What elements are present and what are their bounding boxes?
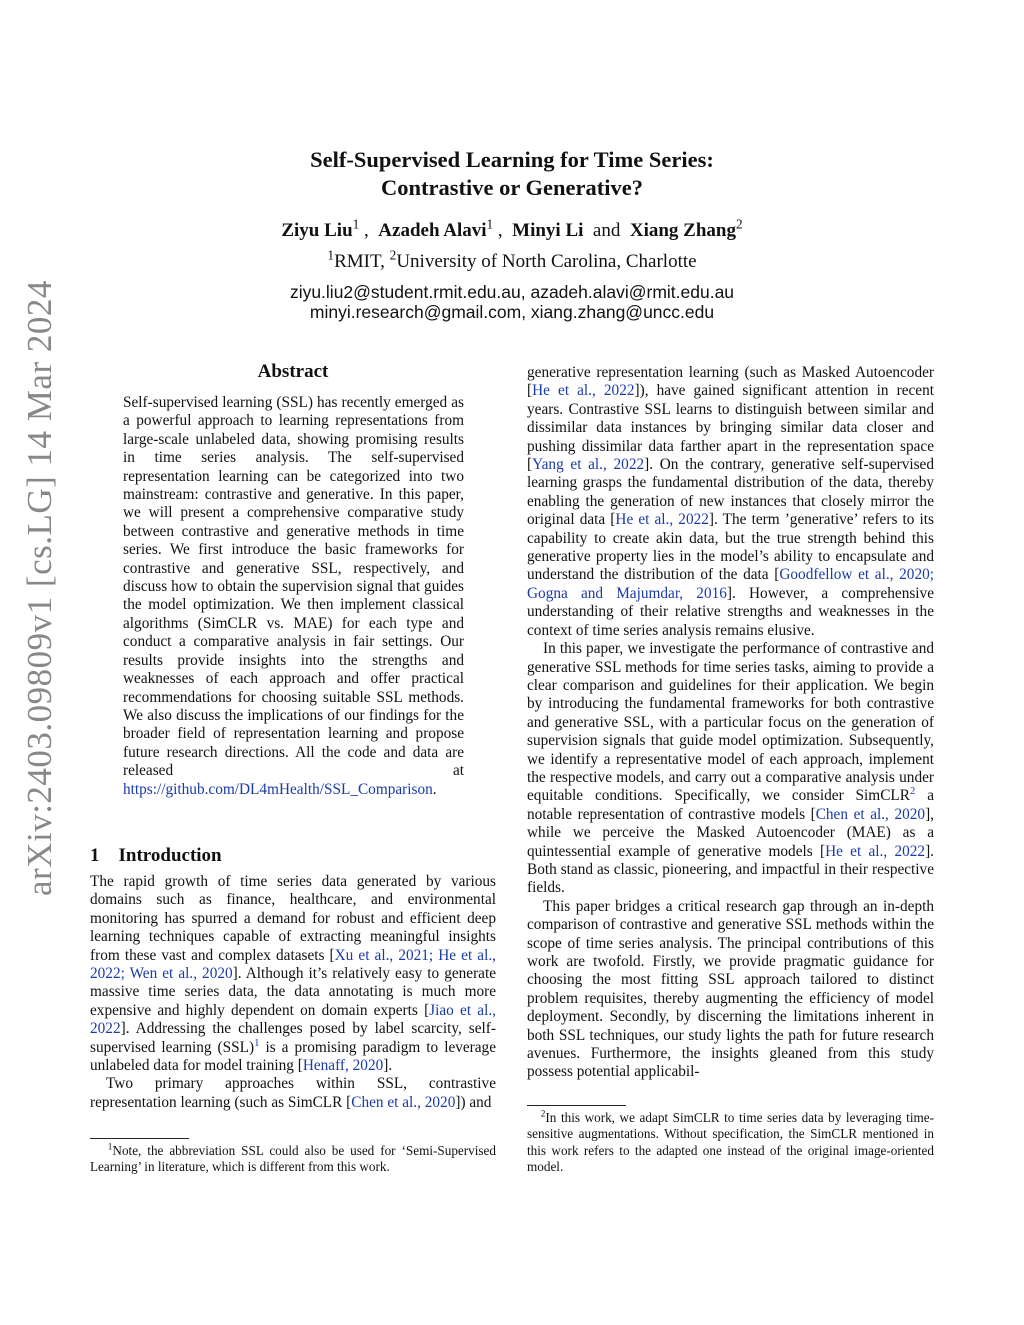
footnote-marker-2[interactable]: 2: [909, 785, 916, 798]
footnote-text: Note, the abbreviation SSL could also be used for ‘Semi-Supervised Learning’ in literature, which is different from this work.: [90, 1143, 496, 1175]
intro-paragraph-1: [90, 873, 496, 1075]
text-run: ]. Addressing the challenges posed by label scarcity, self-supervised learning (SSL): [90, 1020, 496, 1056]
affiliations: [0, 247, 1024, 274]
intro-paragraph-4: [527, 640, 934, 898]
affil-rmit: RMIT,: [334, 251, 390, 272]
affil-mark-1: 1: [327, 247, 335, 263]
author-affil-mark: 1: [486, 216, 494, 232]
section-heading: [90, 845, 222, 867]
citation-link[interactable]: Jiao et al., 2022: [90, 1001, 496, 1038]
text-run: Two primary approaches within SSL, contrastive representation learning (such as SimCLR [: [90, 1075, 496, 1111]
text-run: ].: [383, 1057, 393, 1075]
citation-link[interactable]: Goodfellow et al., 2020; Gogna and Majumdar, 2016: [527, 566, 935, 602]
intro-paragraph-3: [527, 364, 934, 640]
abstract-text: Self-supervised learning (SSL) has recently emerged as a powerful approach to learning representations from large-scale unlabeled data, showing promising results in time series analysis. The self-supervised representation learning can be categorized into two mainstream: contrastive and generative. In this paper, we will present a comprehensive comparative study between contrastive and generative methods in time series. We first introduce the basic frameworks for contrastive and generative SSL, respectively, and discuss how to obtain the supervision signal that guides the model optimization. We then implement classical algorithms (SimCLR vs. MAE) for each type and conduct a comparative analysis in fair settings. Our results provide insights into the strengths and weaknesses of each approach and offer practical recommendations for choosing suitable SSL methods. We also discuss the implications of our findings for the broader field of representation learning and propose future research directions. All the code and data are released at: [123, 394, 464, 780]
citation-link[interactable]: Chen et al., 2020: [351, 1093, 456, 1111]
text-run: In this paper, we investigate the performance of contrastive and generative SSL methods for time series tasks, aiming to provide a clear comparison and guidelines for their application. We begin by introducing the fundamental frameworks for both contrastive and generative SSL, with a particular focus on the generation of supervision signals that guide model optimization. Subsequently, we identify a representative model of each approach, implement the respective models, and carry out a comparative analysis under equitable conditions. Specifically, we consider SimCLR: [527, 640, 934, 805]
footnote-marker-1[interactable]: 1: [254, 1036, 260, 1049]
text-run: ]. Although it’s relatively easy to generate massive time series data, the data annotating is much more expensive and highly dependent on domain experts [: [90, 965, 496, 1019]
citation-link[interactable]: Xu et al., 2021; He et al., 2022; Wen et al., 2020: [90, 946, 496, 983]
text-run: ]. The term ’generative’ refers to its capability to create akin data, but the true strength behind this generative property lies in the model’s ability to encapsulate and understand the distribution of the data [: [527, 511, 934, 584]
text-run: generative representation learning (such as Masked Autoencoder [: [527, 364, 934, 400]
text-run: ]. On the contrary, generative self-supervised learning grasps the fundamental distribution of the data, thereby enabling the generation of new instances that closely mirror the original data [: [527, 456, 934, 529]
section-title: Introduction: [118, 845, 222, 866]
text-run: ]) and: [455, 1093, 492, 1111]
author-name: Minyi Li: [512, 220, 584, 241]
footnote-number: 2: [540, 1108, 546, 1119]
right-column: [527, 364, 934, 1082]
email-line-2: minyi.research@gmail.com, xiang.zhang@uncc.edu: [309, 302, 715, 322]
arxiv-stamp: arXiv:2403.09809v1 [cs.LG] 14 Mar 2024: [20, 280, 59, 896]
section-number: 1: [90, 845, 100, 866]
author-name: Ziyu Liu: [281, 220, 353, 241]
paper-title: [0, 146, 1024, 202]
left-column: [90, 873, 496, 1112]
text-run: a notable representation of contrastive models [: [527, 787, 934, 823]
author-list: Ziyu Liu$^1$ , Azadeh Alavi$^1$ , Minyi Li and Xiang Zhang$^2$: [281, 216, 743, 241]
text-run: ], while we perceive the Masked Autoencoder (MAE) as a quintessential example of generative models [: [527, 805, 934, 860]
text-run: The rapid growth of time series data generated by various domains such as finance, healthcare, and environmental monitoring has spurred a demand for robust and efficient deep learning techniques capable of extracting meaningful insights from these vast and complex datasets [: [90, 873, 496, 964]
footnote-text: In this work, we adapt SimCLR to time series data by leveraging time-sensitive augmentations. Without specification, the SimCLR mentioned in this work refers to the adapted one instead of the original image-oriented model.: [527, 1110, 934, 1174]
citation-link[interactable]: Chen et al., 2020: [815, 805, 926, 823]
title-line-2: Contrastive or Generative?: [380, 175, 643, 200]
text-run: ]. However, a comprehensive understanding of their relative strengths and weaknesses in the context of time series analysis remains elusive.: [527, 584, 934, 639]
abstract-body: [123, 394, 464, 799]
author-emails: [0, 282, 1024, 322]
author-affil-mark: 1: [352, 216, 360, 232]
footnote-1: [90, 1143, 496, 1176]
email-line-1: ziyu.liu2@student.rmit.edu.au, azadeh.alavi@rmit.edu.au: [289, 282, 735, 302]
affil-mark-2: 2: [389, 247, 397, 263]
affil-unc: University of North Carolina, Charlotte: [396, 251, 697, 272]
citation-link[interactable]: He et al., 2022: [615, 511, 709, 529]
author-affil-mark: 2: [735, 216, 743, 232]
citation-link[interactable]: Yang et al., 2022: [532, 456, 645, 474]
intro-paragraph-2: [90, 1075, 496, 1112]
text-run: ]), have gained significant attention in recent years. Contrastive SSL learns to distinguish between similar and dissimilar data instances by bringing similar data closer and pushing dissimilar data farther apart in the representation space [: [527, 382, 934, 474]
author-conjunction: and: [592, 220, 621, 241]
text-run: is a promising paradigm to leverage unlabeled data for model training [: [90, 1038, 496, 1075]
abstract-heading: Abstract: [257, 361, 329, 382]
code-repo-link[interactable]: https://github.com/DL4mHealth/SSL_Comparison: [123, 780, 433, 798]
text-run: ]. Both stand as classic, pioneering, and impactful in their respective fields.: [527, 842, 934, 897]
citation-link[interactable]: He et al., 2022: [825, 842, 926, 860]
intro-paragraph-5: This paper bridges a critical research gap through an in-depth comparison of contrastive and generative SSL methods within the scope of time series analysis. The principal contributions of this work are twofold. Firstly, we provide pragmatic guidance for choosing the most fitting SSL approach tailored to distinct problem requisites, thereby augmenting the efficiency of model deployment. Secondly, by discerning the limitations inherent in both SSL techniques, our study lights the path for future research avenues. Furthermore, the insights gleaned from this study possess potential applicabil-: [527, 897, 934, 1081]
author-name: Azadeh Alavi: [378, 220, 487, 241]
title-line-1: Self-Supervised Learning for Time Series:: [310, 147, 714, 172]
footnote-divider: [527, 1105, 626, 1106]
author-name: Xiang Zhang: [629, 220, 736, 241]
abstract-period: .: [432, 780, 437, 798]
footnote-2: [527, 1110, 934, 1175]
citation-link[interactable]: Henaff, 2020: [302, 1057, 384, 1075]
footnote-number: 1: [107, 1141, 113, 1152]
citation-link[interactable]: He et al., 2022: [532, 382, 635, 400]
footnote-divider: [90, 1138, 189, 1139]
